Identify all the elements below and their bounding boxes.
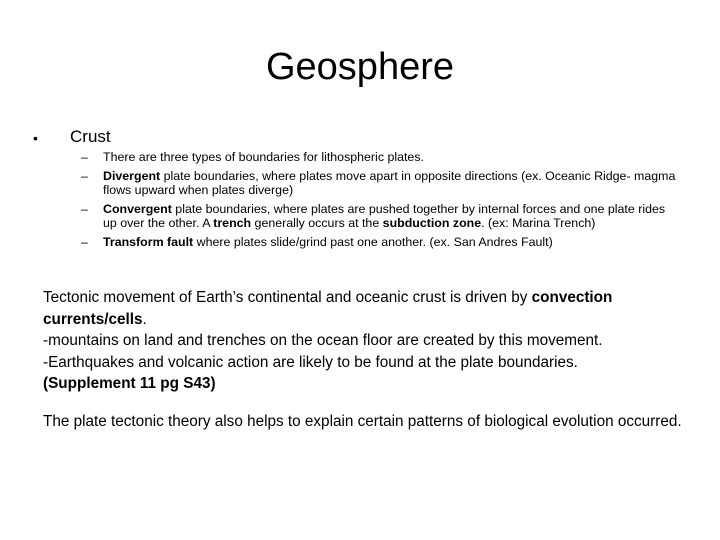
paragraph1-line2: currents/cells. (43, 310, 147, 328)
paragraph-tectonic-movement (43, 287, 683, 395)
sub-bullet-text: plate boundaries, where plates are pushed together by internal forces and one plate rides up over the other. A (103, 201, 666, 230)
dash-marker: – (81, 201, 88, 216)
sub-bullet-4 (81, 235, 681, 250)
paragraph-biological-evolution: The plate tectonic theory also helps to explain certain patterns of biological evolution occurred. (43, 413, 682, 430)
paragraph1-line3: -mountains on land and trenches on the ocean floor are created by this movement. (43, 332, 603, 349)
supplement-reference: (Supplement 11 pg S43) (43, 375, 216, 392)
paragraph1-line4: -Earthquakes and volcanic action are likely to be found at the plate boundaries. (43, 353, 578, 371)
bold-term: Convergent (103, 201, 172, 216)
dash-marker: – (81, 150, 88, 164)
dash-marker: – (81, 168, 88, 183)
sub-bullet-text: . (ex: Marina Trench) (481, 216, 596, 230)
sub-bullet-1 (81, 150, 681, 165)
sub-bullet-3 (81, 202, 681, 231)
bold-term: trench (213, 216, 252, 230)
bold-term: Transform fault (103, 234, 194, 249)
sub-bullet-text: generally occurs at the (251, 216, 383, 230)
sub-bullet-2 (81, 169, 681, 198)
sub-bullet-text: plate boundaries, where plates move apart in opposite directions (ex. Oceanic Ridge- magma flows upward when plates diverge) (103, 168, 676, 197)
bullet-crust: Crust (70, 127, 111, 146)
sub-bullet-text: There are three types of boundaries for lithospheric plates. (103, 150, 424, 164)
keyword-convection: convection (531, 289, 613, 306)
sub-bullet-text: where plates slide/grind past one another. (ex. San Andres Fault) (193, 234, 553, 249)
bold-term: subduction zone (382, 216, 482, 230)
paragraph1-line5 (43, 373, 683, 395)
slide-title: Geosphere (265, 46, 454, 88)
dash-marker: – (81, 234, 88, 249)
bold-term: Divergent (103, 168, 161, 183)
paragraph1-line1: Tectonic movement of Earth’s continental and oceanic crust is driven by convection (43, 289, 613, 306)
keyword-currents: currents/cells (43, 310, 143, 328)
sub-bullet-list (81, 150, 681, 253)
bullet-marker: • (33, 130, 38, 146)
